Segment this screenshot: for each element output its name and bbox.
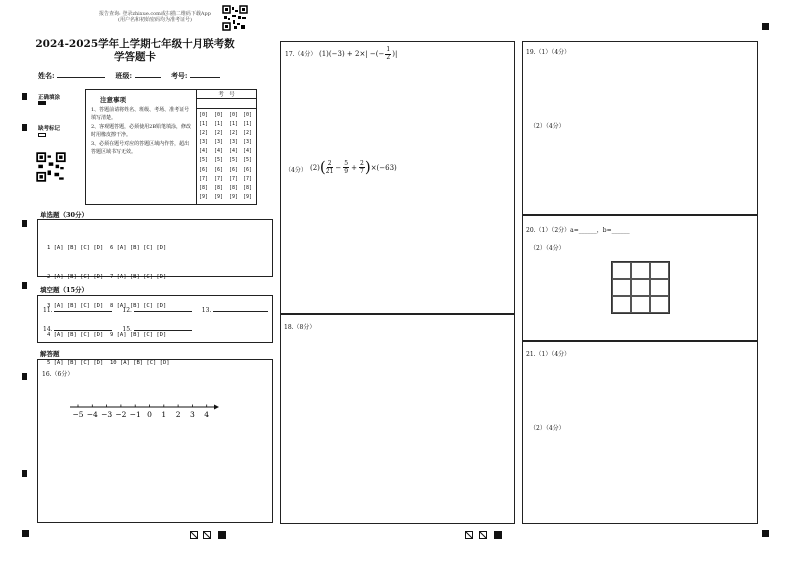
q21-part1-label: 21.（1）（4分） bbox=[526, 351, 571, 358]
q12-label: 12. bbox=[122, 307, 132, 314]
corner-mark-top-right bbox=[762, 23, 769, 30]
q17-part2-fraction: $\frac{2}{7}$ bbox=[360, 160, 364, 175]
absent-mark-box[interactable] bbox=[38, 133, 46, 137]
q18-label: 18.（8分） bbox=[284, 324, 316, 331]
choice-row[interactable]: 4 [A] [B] [C] [D] bbox=[47, 331, 104, 338]
exam-number-entry-rule bbox=[196, 108, 257, 109]
q19-part2-label: （2）（4分） bbox=[530, 123, 565, 130]
q12-blank[interactable] bbox=[134, 311, 192, 312]
page-title-line1: 2024-2025学年上学期七年级十月联考数 bbox=[35, 38, 235, 50]
qr-code bbox=[222, 5, 248, 31]
timing-mark bbox=[22, 93, 27, 100]
q17-label: 17.（4分） bbox=[285, 51, 317, 58]
class-label: 班级: bbox=[115, 71, 133, 80]
page-marker-block bbox=[494, 531, 502, 539]
choice-row[interactable]: 6 [A] [B] [C] [D] bbox=[110, 245, 167, 252]
single-choice-title: 单选题（30分） bbox=[40, 211, 89, 219]
page-marker-icon bbox=[190, 531, 198, 539]
q16-box[interactable] bbox=[37, 359, 273, 523]
page-marker-icon bbox=[479, 531, 487, 539]
report-notice bbox=[80, 11, 230, 23]
q17-part1-tail: )| bbox=[392, 50, 398, 58]
q17-part2-fraction: 2 21 bbox=[325, 160, 334, 175]
choice-row[interactable]: 5 [A] [B] [C] [D] bbox=[47, 360, 104, 367]
magic-square-grid[interactable] bbox=[611, 261, 670, 314]
number-line-tick-label: 0 bbox=[147, 410, 152, 419]
choice-row[interactable]: 9 [A] [B] [C] [D] bbox=[110, 331, 167, 338]
page-marker-icon bbox=[465, 531, 473, 539]
q14-blank[interactable] bbox=[54, 330, 112, 331]
exam-no-field[interactable] bbox=[190, 77, 220, 78]
exam-number-header-rule bbox=[196, 98, 257, 99]
timing-mark bbox=[22, 470, 27, 477]
q17-part2-expression: (2) ( 2 21 − $\frac{5}{9}$ + $\frac{2}{7}$ ) ×(−63) bbox=[310, 158, 397, 176]
notes-item: 1、答题前请将姓名、班级、考场、准考证号填写清楚。 bbox=[91, 107, 190, 121]
page-marker-block bbox=[218, 531, 226, 539]
qr-code-small bbox=[36, 152, 66, 182]
choice-row[interactable]: 8 [A] [B] [C] [D] bbox=[110, 302, 167, 309]
exam-digit-column[interactable]: [0] [1] [2] [3] [4] [5] [6] [7] [8] [9] bbox=[229, 112, 239, 200]
timing-mark bbox=[22, 282, 27, 289]
exam-digit-column[interactable]: [0] [1] [2] [3] [4] [5] [6] [7] [8] [9] bbox=[214, 112, 224, 200]
choice-row[interactable]: 7 [A] [B] [C] [D] bbox=[110, 273, 167, 280]
number-line-tick-label: 1 bbox=[161, 410, 167, 419]
number-line-tick-label: 2 bbox=[175, 410, 181, 419]
choice-row[interactable]: 1 [A] [B] [C] [D] bbox=[47, 245, 104, 252]
exam-digit-column[interactable]: [0] [1] [2] [3] [4] [5] [6] [7] [8] [9] bbox=[199, 112, 209, 200]
class-field[interactable] bbox=[135, 77, 161, 78]
exam-number-header: 考 号 bbox=[218, 92, 235, 98]
q11-blank[interactable] bbox=[54, 311, 112, 312]
number-line-tick-label: −3 bbox=[101, 410, 113, 419]
corner-mark-bottom-left bbox=[22, 530, 29, 537]
q15-blank[interactable] bbox=[134, 330, 192, 331]
notes-item: 3、必须在题号对应的答题区域内作答，超出答题区域书写无效。 bbox=[91, 141, 190, 155]
timing-mark bbox=[22, 124, 27, 131]
correct-fill-label: 正确填涂 bbox=[38, 95, 61, 101]
number-line-tick-label: 3 bbox=[190, 410, 195, 419]
number-line bbox=[68, 400, 220, 422]
q18-box[interactable] bbox=[280, 314, 515, 524]
q17-part2-label: （4分） bbox=[285, 167, 307, 174]
q13-label: 13. bbox=[201, 307, 212, 314]
notes-item: 2、客观题答题，必须使用2B铅笔填涂，修改时用橡皮擦干净。 bbox=[91, 124, 192, 138]
q20-part2-label: （2）（4分） bbox=[530, 245, 565, 252]
notes-title: 注意事项 bbox=[100, 96, 126, 104]
number-line-tick-label: −4 bbox=[86, 410, 98, 419]
q15-label: 15. bbox=[122, 326, 132, 333]
number-line-tick-label: −5 bbox=[72, 410, 84, 419]
fill-blank-title: 填空题（15分） bbox=[40, 286, 89, 294]
q19-part1-label: 19.（1）（4分） bbox=[526, 49, 571, 56]
fill-blank-box bbox=[37, 295, 273, 343]
choice-row[interactable]: 2 [A] [B] [C] [D] bbox=[47, 273, 104, 280]
q14-label: 14. bbox=[43, 326, 53, 333]
report-notice-line1: 报告查询: 登录zhixue.com或扫描二维码下载App bbox=[99, 11, 211, 17]
q16-label: 16.（6分） bbox=[42, 371, 74, 378]
choice-row[interactable]: 10 [A] [B] [C] [D] bbox=[110, 360, 170, 367]
corner-mark-bottom-right bbox=[762, 530, 769, 537]
number-line-tick-label: −1 bbox=[129, 410, 141, 419]
q17-part1-fraction: $\frac{1}{2}$ bbox=[386, 46, 391, 61]
correct-fill-example bbox=[38, 101, 46, 105]
q17-part2-fraction: $\frac{5}{9}$ bbox=[344, 160, 349, 175]
absent-mark-label: 缺考标记 bbox=[38, 126, 61, 132]
q17-box[interactable] bbox=[280, 41, 515, 314]
student-info-row bbox=[38, 72, 220, 80]
q17-part1-text: (1)(−3) + 2×| −(− bbox=[319, 50, 385, 58]
q11-label: 11. bbox=[43, 307, 53, 314]
timing-mark bbox=[22, 373, 27, 380]
name-field[interactable] bbox=[57, 77, 105, 78]
page-title-line2: 学答题卡 bbox=[114, 51, 156, 63]
timing-mark bbox=[22, 220, 27, 227]
choice-row[interactable]: 3 [A] [B] [C] [D] bbox=[47, 302, 104, 309]
number-line-tick-label: −2 bbox=[115, 410, 127, 419]
page-title bbox=[30, 38, 240, 64]
fill-blank-row-1 bbox=[43, 307, 268, 315]
q21-part2-label: （2）（4分） bbox=[530, 425, 565, 432]
page-marker-icon bbox=[203, 531, 211, 539]
q17-part1-expression bbox=[319, 47, 397, 61]
q13-blank[interactable] bbox=[213, 311, 268, 312]
q20-part1-label: 20.（1）（2分）a=______，b=______ bbox=[526, 227, 630, 234]
exam-no-label: 考号: bbox=[170, 71, 188, 80]
number-line-tick-label: 4 bbox=[204, 410, 210, 419]
exam-digit-column[interactable]: [0] [1] [2] [3] [4] [5] [6] [7] [8] [9] bbox=[243, 112, 253, 200]
fill-blank-row-2 bbox=[43, 326, 192, 334]
name-label: 姓名: bbox=[38, 71, 55, 80]
answer-section-title: 解答题 bbox=[40, 350, 60, 358]
notes-list bbox=[91, 107, 193, 156]
report-notice-line2: (用户名和初始密码均为准考证号) bbox=[118, 17, 192, 23]
